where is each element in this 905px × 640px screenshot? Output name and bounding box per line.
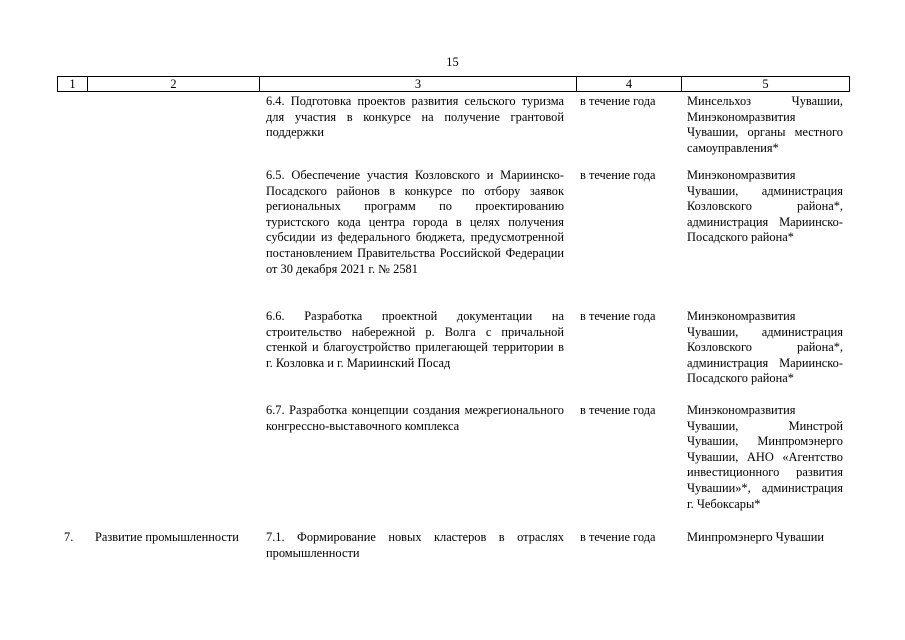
term-cell: в течение года (580, 168, 656, 182)
measure-cell: 7.1. Формирование новых кластеров в отраслях промышленности (266, 530, 564, 560)
executors-cell: Минсельхоз Чувашии, Минэкономразвития Чувашии, органы местного самоуправления* (687, 94, 843, 155)
executors-cell: Минпромэнерго Чувашии (687, 530, 825, 544)
measure-cell: 6.6. Разработка проектной документации на строительство набережной р. Волга с причальной стенкой и благоустройство прилегающей территории в г. Козловка и г. Мариинский Посад (266, 309, 564, 370)
executors-cell: Минэкономразвития Чувашии, администрация Козловского района*, администрация Мариинско-Посадского района* (687, 168, 843, 245)
header-col-4: 4 (577, 77, 682, 92)
header-col-1: 1 (58, 77, 88, 92)
header-col-2: 2 (88, 77, 260, 92)
term-cell: в течение года (580, 530, 656, 544)
term-cell: в течение года (580, 94, 656, 108)
direction-cell: Развитие промышленности (95, 530, 239, 544)
measure-cell: 6.5. Обеспечение участия Козловского и Мариинско-Посадского районов в конкурсе по отбору заявок региональных программ по проектированию туристского кода центра города в целях получения субсидии из федерального бюджета, предусмотренной постановлением Правительства Российской Федерации от 30 декабря 2021 г. № 2581 (266, 168, 564, 276)
term-cell: в течение года (580, 309, 656, 323)
measure-cell: 6.7. Разработка концепции создания межрегионального конгрессно-выставочного комплекса (266, 403, 564, 433)
header-col-3: 3 (260, 77, 577, 92)
row-number-cell: 7. (64, 530, 74, 544)
executors-cell: Минэкономразвития Чувашии, Минстрой Чувашии, Минпромэнерго Чувашии, АНО «Агентство инвестиционного развития Чувашии»*, администрация г. Чебоксары* (687, 403, 843, 511)
executors-cell: Минэкономразвития Чувашии, администрация Козловского района*, администрация Мариинско-Посадского района* (687, 309, 843, 386)
measure-cell: 6.4. Подготовка проектов развития сельского туризма для участия в конкурсе на получение грантовой поддержки (266, 94, 564, 140)
page-number: 15 (446, 55, 459, 69)
header-col-5: 5 (682, 77, 850, 92)
term-cell: в течение года (580, 403, 656, 417)
table-header (57, 76, 850, 92)
